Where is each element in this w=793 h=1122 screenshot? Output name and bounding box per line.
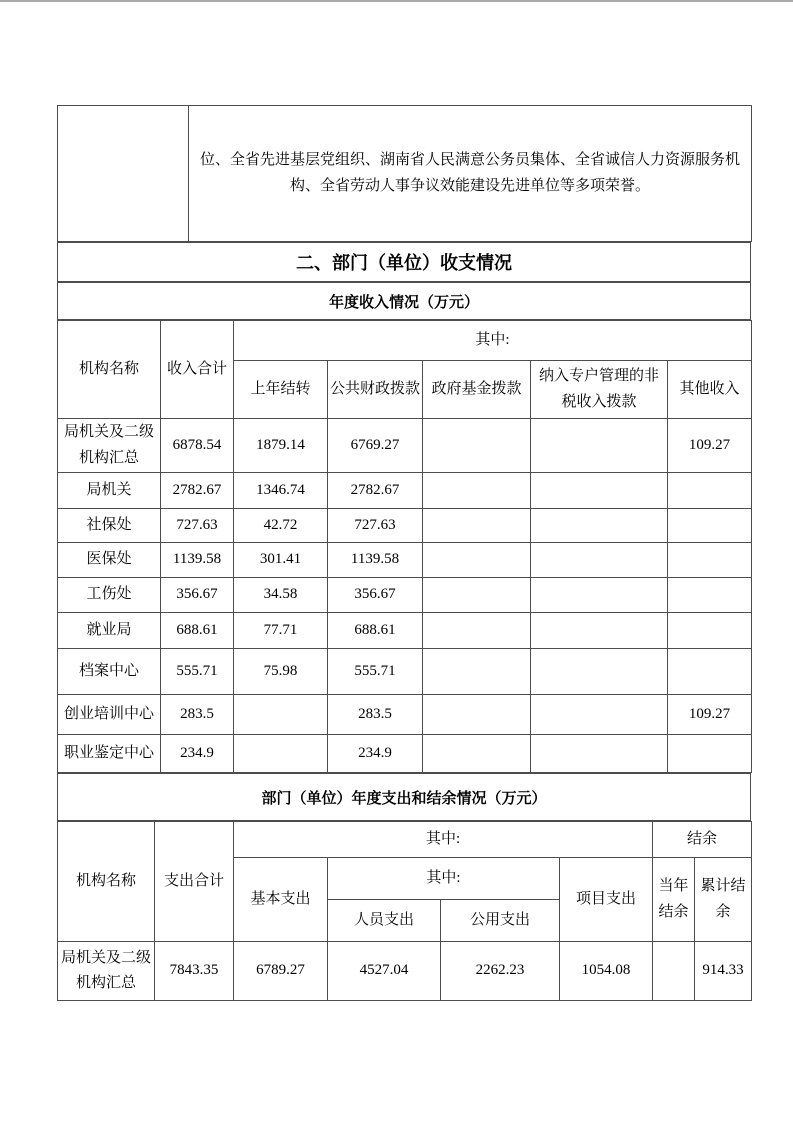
income-header-total: 收入合计 [161, 321, 234, 419]
table-cell [531, 695, 668, 735]
table-cell [668, 509, 752, 543]
table-cell [531, 419, 668, 473]
org-name-cell: 局机关及二级机构汇总 [58, 942, 155, 1001]
table-cell [531, 473, 668, 509]
expense-header-project: 项目支出 [560, 858, 653, 942]
table-cell: 234.9 [328, 735, 423, 773]
income-header-special-account: 纳入专户管理的非税收入拨款 [531, 361, 668, 419]
table-row [58, 509, 752, 543]
org-name-cell: 工伤处 [58, 578, 161, 613]
table-cell: 688.61 [328, 613, 423, 649]
org-name-cell: 局机关 [58, 473, 161, 509]
table-cell: 75.98 [234, 649, 328, 695]
table-row [58, 473, 752, 509]
table-cell: 77.71 [234, 613, 328, 649]
org-name-cell: 职业鉴定中心 [58, 735, 161, 773]
table-row [58, 419, 752, 473]
table-cell [668, 735, 752, 773]
income-header-other: 其他收入 [668, 361, 752, 419]
expense-header-balance-cumulative: 累计结余 [695, 858, 752, 942]
continuation-row [58, 106, 752, 242]
table-cell [423, 543, 531, 578]
org-name-cell: 社保处 [58, 509, 161, 543]
table-cell: 6769.27 [328, 419, 423, 473]
continuation-block [57, 105, 752, 242]
expense-header-row-1 [58, 822, 752, 858]
table-cell: 42.72 [234, 509, 328, 543]
table-cell: 2782.67 [161, 473, 234, 509]
expense-header-org: 机构名称 [58, 822, 155, 942]
table-cell: 4527.04 [328, 942, 441, 1001]
table-cell [423, 735, 531, 773]
table-cell [668, 613, 752, 649]
table-cell: 6789.27 [234, 942, 328, 1001]
table-cell: 555.71 [328, 649, 423, 695]
org-name-cell: 创业培训中心 [58, 695, 161, 735]
org-name-cell: 就业局 [58, 613, 161, 649]
table-cell [531, 509, 668, 543]
table-row [58, 695, 752, 735]
table-cell: 914.33 [695, 942, 752, 1001]
table-cell: 356.67 [328, 578, 423, 613]
expense-header-total: 支出合计 [155, 822, 234, 942]
expense-header-balance: 结余 [653, 822, 752, 858]
table-cell [423, 613, 531, 649]
expense-header-among: 其中: [234, 822, 653, 858]
table-cell: 1139.58 [161, 543, 234, 578]
org-name-cell: 档案中心 [58, 649, 161, 695]
table-cell: 1346.74 [234, 473, 328, 509]
table-cell: 283.5 [328, 695, 423, 735]
org-name-cell: 医保处 [58, 543, 161, 578]
table-cell: 1054.08 [560, 942, 653, 1001]
expense-table-title: 部门（单位）年度支出和结余情况（万元） [57, 773, 751, 821]
income-header-public-finance: 公共财政拨款 [328, 361, 423, 419]
expense-header-public: 公用支出 [441, 900, 560, 942]
table-cell: 1879.14 [234, 419, 328, 473]
table-row [58, 649, 752, 695]
table-cell [423, 695, 531, 735]
table-cell [423, 578, 531, 613]
expense-header-balance-current: 当年结余 [653, 858, 695, 942]
table-cell [531, 543, 668, 578]
table-cell: 2262.23 [441, 942, 560, 1001]
expense-table [57, 821, 752, 1001]
income-table-title: 年度收入情况（万元） [57, 282, 751, 320]
table-row [58, 543, 752, 578]
expense-header-personnel: 人员支出 [328, 900, 441, 942]
section-heading: 二、部门（单位）收支情况 [57, 242, 751, 282]
table-cell: 34.58 [234, 578, 328, 613]
income-header-row-1 [58, 321, 752, 361]
table-cell: 6878.54 [161, 419, 234, 473]
table-cell [234, 735, 328, 773]
table-cell [668, 473, 752, 509]
table-row [58, 942, 752, 1001]
table-row [58, 735, 752, 773]
table-cell [653, 942, 695, 1001]
table-cell: 301.41 [234, 543, 328, 578]
table-cell [423, 473, 531, 509]
table-cell: 7843.35 [155, 942, 234, 1001]
table-cell [668, 649, 752, 695]
table-cell: 234.9 [161, 735, 234, 773]
page-content [57, 105, 751, 1001]
table-cell: 109.27 [668, 695, 752, 735]
income-header-carryover: 上年结转 [234, 361, 328, 419]
table-cell: 1139.58 [328, 543, 423, 578]
table-cell [668, 578, 752, 613]
table-row [58, 578, 752, 613]
table-cell [531, 613, 668, 649]
income-header-org: 机构名称 [58, 321, 161, 419]
table-cell [423, 509, 531, 543]
table-cell: 688.61 [161, 613, 234, 649]
table-cell [668, 543, 752, 578]
table-cell [531, 578, 668, 613]
table-cell [234, 695, 328, 735]
table-cell [423, 649, 531, 695]
table-cell [423, 419, 531, 473]
table-row [58, 613, 752, 649]
table-cell: 555.71 [161, 649, 234, 695]
table-cell: 727.63 [161, 509, 234, 543]
table-cell: 356.67 [161, 578, 234, 613]
table-cell: 2782.67 [328, 473, 423, 509]
table-cell [531, 735, 668, 773]
income-header-gov-fund: 政府基金拨款 [423, 361, 531, 419]
expense-header-basic: 基本支出 [234, 858, 328, 942]
table-cell [531, 649, 668, 695]
continuation-label-cell [58, 106, 189, 242]
org-name-cell: 局机关及二级机构汇总 [58, 419, 161, 473]
continuation-text: 位、全省先进基层党组织、湖南省人民满意公务员集体、全省诚信人力资源服务机构、全省劳动人事争议效能建设先进单位等多项荣誉。 [189, 106, 752, 242]
expense-header-among-2: 其中: [328, 858, 560, 900]
table-cell: 727.63 [328, 509, 423, 543]
income-header-among: 其中: [234, 321, 752, 361]
table-cell: 283.5 [161, 695, 234, 735]
income-table [57, 320, 752, 773]
table-cell: 109.27 [668, 419, 752, 473]
